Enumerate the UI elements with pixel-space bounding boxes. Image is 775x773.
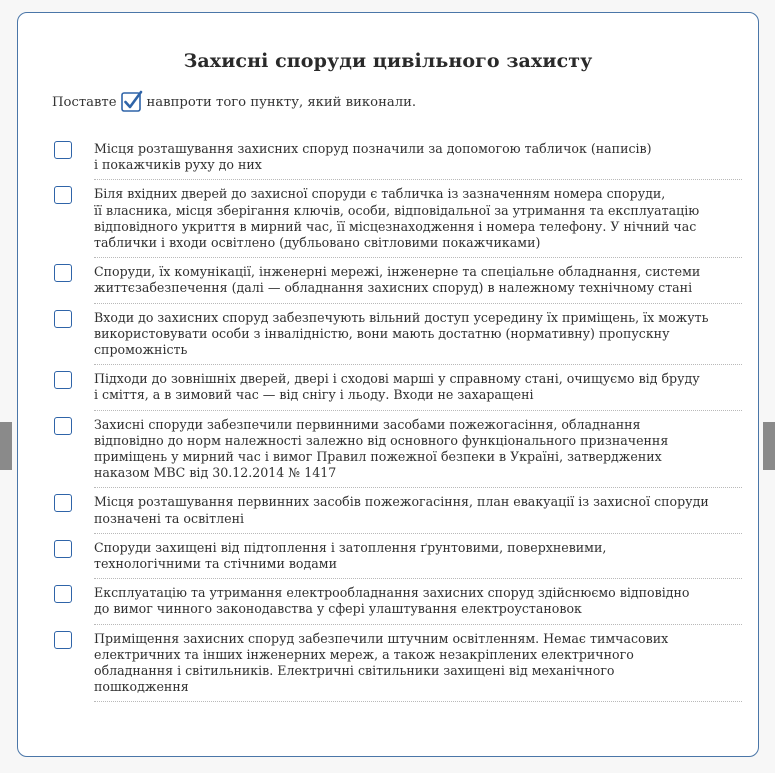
checklist-item-text: Підходи до зовнішніх дверей, двері і сходові марші у справному стані, очищуємо від бруду і сміття, а в зимовий час — від снігу і льоду. Входи не захаращені	[94, 371, 742, 410]
checkbox[interactable]	[54, 631, 72, 649]
checklist-item	[52, 371, 742, 410]
checkbox[interactable]	[54, 371, 72, 389]
checklist-item-text: Місця розташування захисних споруд позначили за допомогою табличок (написів) і покажчиків руху до них	[94, 141, 742, 180]
checklist-item	[52, 540, 742, 579]
checklist-item-text: Захисні споруди забезпечили первинними засобами пожежогасіння, обладнання відповідно до норм належності залежно від основного функціонального призначення приміщень у мирний час і вимог Правил пожежної безпеки в Україні, затверджених наказом МВС від 30.12.2014 № 1417	[94, 417, 742, 489]
checklist-item	[52, 585, 742, 624]
checklist	[52, 141, 742, 708]
checklist-item	[52, 631, 742, 703]
checkbox[interactable]	[54, 540, 72, 558]
instruction-before: Поставте	[52, 94, 117, 110]
checklist-item	[52, 264, 742, 303]
checkbox[interactable]	[54, 494, 72, 512]
checklist-item-text: Приміщення захисних споруд забезпечили штучним освітленням. Немає тимчасових електричних та інших інженерних мереж, а також незакріплених електричного обладнання і світильників. Електричні світильники захищені від механічного пошкодження	[94, 631, 742, 703]
checkbox[interactable]	[54, 585, 72, 603]
checklist-item-text: Експлуатацію та утримання електрообладнання захисних споруд здійснюємо відповідно до вимог чинного законодавства у сфері улаштування електроустановок	[94, 585, 742, 624]
checkbox[interactable]	[54, 417, 72, 435]
page-title: Захисні споруди цивільного захисту	[183, 50, 593, 72]
checkbox[interactable]	[54, 310, 72, 328]
checkbox[interactable]	[54, 186, 72, 204]
checklist-item-text: Входи до захисних споруд забезпечують вільний доступ усередину їх приміщень, їх можуть використовувати особи з інвалідністю, вони мають достатню (нормативну) пропускну спроможність	[94, 310, 742, 366]
instruction-after: навпроти того пункту, який виконали.	[146, 94, 417, 110]
instruction	[52, 91, 416, 113]
checklist-item	[52, 141, 742, 180]
checklist-item-text: Споруди захищені від підтоплення і затоплення ґрунтовими, поверхневими, технологічними та стічними водами	[94, 540, 742, 579]
right-edge-tab	[763, 422, 775, 470]
checklist-item-text: Біля вхідних дверей до захисної споруди є табличка із зазначенням номера споруди, її власника, місця зберігання ключів, особи, відповідальної за утримання та експлуатацію відповідного укриття в мирний час, її місцезнаходження і номера телефону. У нічний час таблички і входи освітлено (дубльовано світловими покажчиками)	[94, 186, 742, 258]
left-edge-tab	[0, 422, 12, 470]
checklist-card	[17, 12, 759, 757]
checkbox[interactable]	[54, 264, 72, 282]
checked-checkbox-icon	[121, 90, 143, 112]
checklist-item	[52, 310, 742, 366]
checklist-item	[52, 417, 742, 489]
checklist-item-text: Місця розташування первинних засобів пожежогасіння, план евакуації із захисної споруди позначені та освітлені	[94, 494, 742, 533]
checklist-item	[52, 186, 742, 258]
checklist-item-text: Споруди, їх комунікації, інженерні мережі, інженерне та спеціальне обладнання, системи життєзабезпечення (далі — обладнання захисних споруд) в належному технічному стані	[94, 264, 742, 303]
checklist-item	[52, 494, 742, 533]
checkbox[interactable]	[54, 141, 72, 159]
